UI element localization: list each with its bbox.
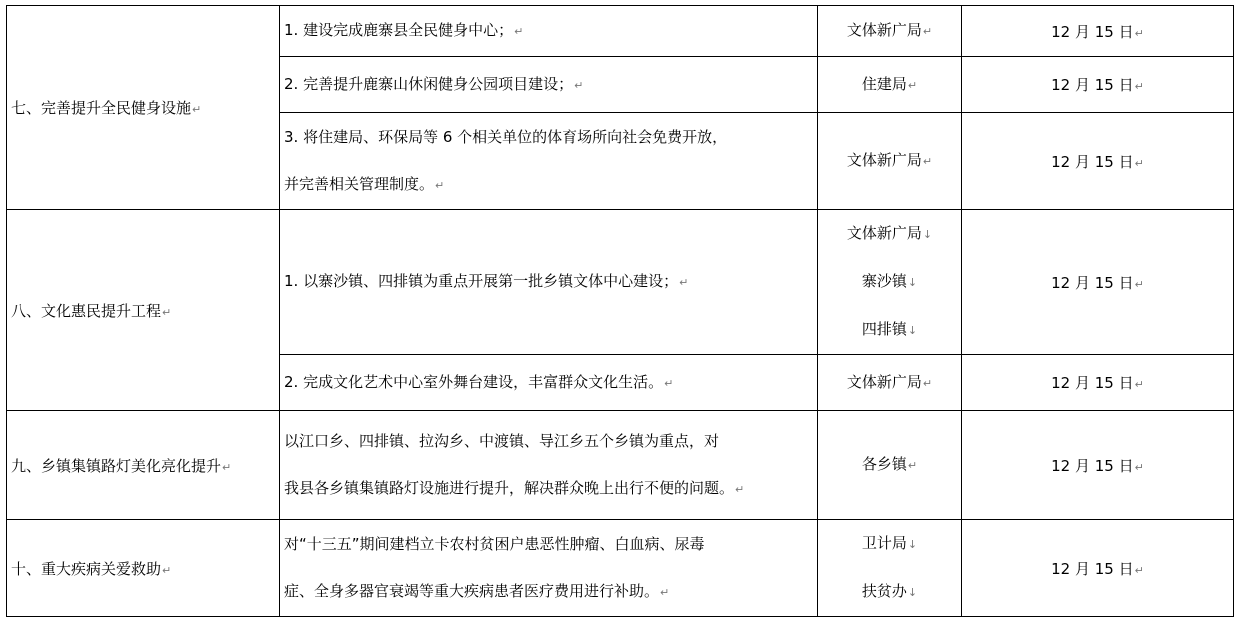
task-text-line: 症、全身多器官衰竭等重大疾病患者医疗费用进行补助。↵ (284, 581, 670, 600)
task-text-line: 1. 以寨沙镇、四排镇为重点开展第一批乡镇文体中心建设；↵ (284, 272, 689, 290)
format-mark: ↵ (192, 103, 202, 116)
department-cell (818, 520, 962, 617)
task-text-line: 对“十三五”期间建档立卡农村贫困户患恶性肿瘤、白血病、尿毒 (284, 534, 705, 553)
format-mark: ↵ (1134, 277, 1144, 291)
task-table-body (7, 6, 1234, 617)
department-name: 扶贫办↓ (861, 582, 918, 600)
deadline-cell (962, 411, 1234, 520)
format-mark: ↓ (907, 276, 918, 289)
category-label: 九、乡镇集镇路灯美化亮化提升↵ (11, 456, 232, 475)
task-cell (280, 355, 818, 411)
deadline-text: 12 月 15 日↵ (1051, 152, 1144, 171)
format-mark: ↵ (679, 276, 689, 289)
department-cell (818, 355, 962, 411)
format-mark: ↵ (162, 305, 172, 319)
format-mark: ↵ (922, 376, 933, 390)
format-mark: ↵ (660, 585, 670, 599)
category-cell (7, 411, 280, 520)
format-mark: ↵ (1134, 26, 1144, 40)
task-cell (280, 57, 818, 113)
department-name: 文体新广局↵ (846, 151, 933, 169)
format-mark: ↵ (162, 563, 172, 577)
format-mark: ↵ (1134, 378, 1144, 391)
format-mark: ↵ (664, 376, 674, 390)
format-mark: ↵ (1134, 156, 1144, 170)
deadline-cell (962, 355, 1234, 411)
deadline-cell (962, 6, 1234, 57)
category-label: 八、文化惠民提升工程↵ (11, 301, 172, 320)
department-cell (818, 113, 962, 210)
deadline-text: 12 月 15 日↵ (1051, 273, 1144, 292)
deadline-cell (962, 210, 1234, 355)
department-cell (818, 210, 962, 355)
format-mark: ↓ (907, 538, 918, 551)
department-name: 住建局↵ (861, 74, 918, 93)
task-cell (280, 411, 818, 520)
department-cell (818, 57, 962, 113)
department-cell (818, 411, 962, 520)
format-mark: ↵ (907, 459, 918, 472)
category-label: 七、完善提升全民健身设施↵ (11, 99, 202, 117)
format-mark: ↵ (735, 482, 745, 496)
department-name: 卫计局↓ (861, 534, 918, 552)
table-row (7, 520, 1234, 617)
deadline-text: 12 月 15 日↵ (1051, 374, 1144, 392)
format-mark: ↵ (1134, 563, 1144, 577)
task-text-line: 我县各乡镇集镇路灯设施进行提升，解决群众晚上出行不便的问题。↵ (284, 478, 745, 497)
task-text-line: 3. 将住建局、环保局等 6 个相关单位的体育场所向社会免费开放， (284, 127, 728, 146)
category-label: 十、重大疾病关爱救助↵ (11, 559, 172, 578)
format-mark: ↓ (922, 228, 933, 241)
task-text-line: 以江口乡、四排镇、拉沟乡、中渡镇、导江乡五个乡镇为重点，对 (284, 431, 720, 450)
department-cell (818, 6, 962, 57)
table-row (7, 210, 1234, 355)
task-cell (280, 520, 818, 617)
format-mark: ↵ (222, 460, 232, 474)
format-mark: ↵ (514, 25, 524, 38)
task-text-line: 2. 完善提升鹿寨山休闲健身公园项目建设；↵ (284, 74, 584, 93)
department-name: 文体新广局↵ (846, 372, 933, 391)
format-mark: ↓ (907, 586, 918, 599)
format-mark: ↓ (907, 324, 918, 337)
format-mark: ↵ (907, 78, 918, 92)
category-cell (7, 520, 280, 617)
task-text-line: 2. 完成文化艺术中心室外舞台建设，丰富群众文化生活。↵ (284, 372, 674, 391)
category-cell (7, 6, 280, 210)
table-row (7, 411, 1234, 520)
deadline-cell (962, 113, 1234, 210)
task-text-line: 并完善相关管理制度。↵ (284, 174, 445, 193)
table-row (7, 6, 1234, 57)
deadline-cell (962, 57, 1234, 113)
deadline-text: 12 月 15 日↵ (1051, 76, 1144, 94)
department-name: 寨沙镇↓ (861, 272, 918, 290)
deadline-cell (962, 520, 1234, 617)
task-table (6, 5, 1234, 617)
deadline-text: 12 月 15 日↵ (1051, 456, 1144, 475)
format-mark: ↵ (922, 155, 933, 168)
department-name: 四排镇↓ (861, 320, 918, 338)
department-name: 文体新广局↵ (846, 21, 933, 39)
department-name: 各乡镇↵ (861, 455, 918, 473)
deadline-text: 12 月 15 日↵ (1051, 559, 1144, 578)
deadline-text: 12 月 15 日↵ (1051, 22, 1144, 41)
format-mark: ↵ (922, 25, 933, 38)
format-mark: ↵ (1134, 460, 1144, 474)
category-cell (7, 210, 280, 411)
task-text-line: 1. 建设完成鹿寨县全民健身中心；↵ (284, 21, 524, 39)
format-mark: ↵ (1134, 80, 1144, 93)
task-cell (280, 210, 818, 355)
task-cell (280, 6, 818, 57)
format-mark: ↵ (574, 78, 584, 92)
department-name: 文体新广局↓ (846, 224, 933, 242)
format-mark: ↵ (435, 178, 445, 192)
task-cell (280, 113, 818, 210)
